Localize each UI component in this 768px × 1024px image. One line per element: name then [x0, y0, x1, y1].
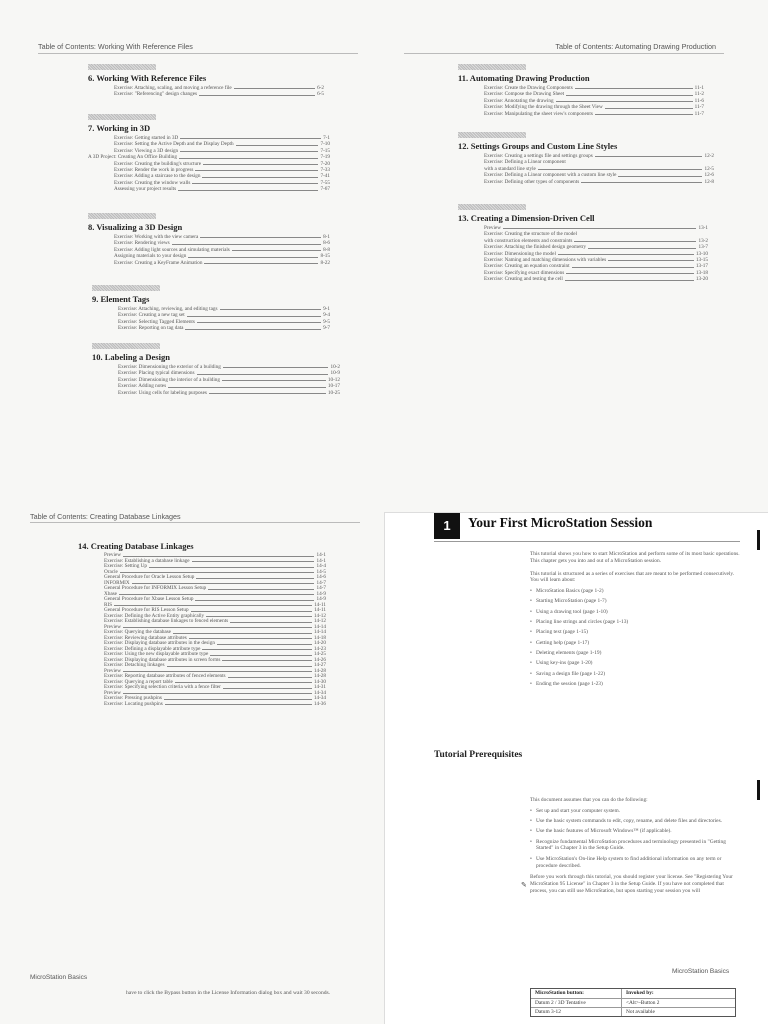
toc-entry-text: Assigning materials to your design	[114, 253, 187, 260]
toc-leader	[575, 85, 693, 89]
toc-page-number: 13-15	[695, 257, 708, 264]
toc-entry-text: Exercise: Render the work in progress	[114, 167, 194, 174]
toc-entry-text: Exercise: Placing typical dimensions	[118, 370, 195, 377]
toc-leader	[172, 240, 321, 244]
toc-entry-text: with construction elements and constraints	[484, 237, 573, 244]
toc-entry-text: Exercise: Displaying database attributes in the design	[104, 640, 215, 646]
toc-entry-text: Exercise: Working with the view camera	[114, 234, 199, 240]
toc-entry-text: Exercise: Compose the Drawing Sheet	[484, 91, 565, 98]
intro-paragraph: This tutorial shows you how to start MicroStation and perform some of its most basic operations. This chapter gets you into and out of a MicroStation session.	[530, 551, 740, 564]
toc-page-number: 14-9	[316, 596, 326, 602]
toc-section	[458, 204, 708, 283]
toc-page-number: 14-14	[313, 623, 326, 630]
running-header: Table of Contents: Creating Database Linkages	[30, 512, 181, 521]
toc-page-number: 7-15	[320, 147, 330, 154]
bullet-item: • Using key-ins (page 1-20)	[530, 660, 740, 667]
toc-entry-text: Exercise: Annotating the drawing	[484, 97, 554, 104]
toc-page-number: 7-33	[320, 167, 330, 174]
toc-page-number: 14-4	[316, 563, 326, 569]
toc-page-number: 10-17	[327, 383, 340, 390]
continued-text: have to click the Bypass button in the License Information dialog box and wait 30 seconds.	[126, 990, 331, 996]
toc-leader	[210, 652, 312, 656]
header-rule	[30, 522, 360, 523]
toc-section-14	[78, 541, 326, 707]
toc-leader	[149, 564, 315, 568]
toc-page-number: 8-6	[323, 240, 330, 247]
table-row	[531, 998, 735, 1007]
toc-page-number: 14-7	[316, 585, 326, 591]
chapter-rule	[434, 541, 740, 542]
toc-entry-text: Assessing your project results	[114, 186, 177, 193]
toc-entry-text: Exercise: Using cells for labeling purposes	[118, 389, 207, 396]
toc-entry	[92, 325, 330, 331]
toc-section	[88, 213, 330, 266]
toc-leader	[197, 370, 329, 374]
toc-entry-text: Exercise: Detaching linkages	[104, 662, 165, 668]
toc-leader	[236, 141, 319, 145]
toc-page-number: 14-11	[314, 607, 326, 613]
toc-leader	[223, 685, 312, 689]
bullet-item: • Deleting elements (page 1-19)	[530, 650, 740, 657]
toc-leader	[199, 91, 315, 95]
toc-entry-text: Exercise: Setting the Active Depth and the Display Depth	[114, 141, 234, 148]
toc-page-number: 7-41	[320, 173, 330, 180]
toc-leader	[595, 111, 693, 115]
toc-page-number: 14-1	[316, 557, 326, 564]
toc-entry	[78, 702, 326, 708]
topic-list	[530, 588, 740, 687]
toc-entry-text: Exercise: Pressing pushpins	[104, 695, 162, 701]
running-header: Table of Contents: Automating Drawing Production	[555, 42, 716, 51]
toc-leader	[192, 559, 315, 563]
running-header: Table of Contents: Working With Reference Files	[38, 42, 193, 51]
section-title: 11. Automating Drawing Production	[458, 73, 590, 83]
toc-entry-text: Exercise: Creating a new tag set	[118, 312, 185, 319]
toc-page-number: 8-1	[323, 234, 330, 240]
section-title: 9. Element Tags	[92, 294, 150, 304]
bullet-item: • Placing text (page 1-15)	[530, 629, 740, 636]
toc-leader	[165, 702, 312, 706]
toc-page-number: 13-1	[698, 225, 708, 231]
toc-entry-text: INFORMIX	[104, 579, 130, 586]
toc-page-number: 9-4	[323, 312, 330, 319]
toc-page-number: 8-22	[320, 259, 330, 266]
toc-leader	[618, 172, 702, 176]
toc-page-number: 13-2	[698, 237, 708, 244]
toc-page-number: 14-30	[313, 678, 326, 685]
toc-entry-text: Exercise: Adding notes	[118, 383, 167, 390]
toc-page-number: 14-23	[313, 645, 326, 652]
toc-leader	[189, 636, 312, 640]
toc-leader	[230, 619, 312, 623]
toc-page-number: 9-5	[323, 318, 330, 325]
toc-leader	[234, 85, 315, 89]
toc-entry-text: Exercise: Establishing database linkages to fenced elements	[104, 618, 229, 624]
intro-paragraph-2: This tutorial is structured as a series of exercises that are meant to be performed consecutively. You will learn about:	[530, 570, 735, 584]
toc-entry-text: Exercise: "Referencing" design changes	[114, 91, 198, 98]
toc-leader	[558, 251, 694, 255]
prereq-intro: This document assumes that you can do the following:	[530, 797, 648, 803]
toc-leader	[581, 179, 702, 183]
toc-leader	[192, 180, 318, 184]
toc-page-number: 11-2	[694, 91, 704, 98]
section-shade-bar	[88, 64, 156, 70]
toc-entry	[88, 260, 330, 266]
toc-page-number: 8-8	[323, 246, 330, 253]
toc-entry-text: Exercise: Setting Up	[104, 563, 147, 569]
toc-entry-text: Exercise: Defining a displayable attribute type	[104, 645, 201, 652]
page-footer: MicroStation Basics	[672, 968, 730, 975]
license-note: Before you work through this tutorial, you should register your license. See "Registering Your MicroStation 95 License" in Chapter 3 in the Setup Guide. If you have not completed that process, you can still use MicroStation, but upon starting your session you will	[530, 874, 733, 894]
toc-entry-text: Exercise: Create the Drawing Components	[484, 85, 573, 91]
table-cell: Datum 2 / 3D Tentative	[531, 999, 622, 1007]
section-title: 12. Settings Groups and Custom Line Styles	[458, 141, 618, 151]
toc-entry-text: Preview	[104, 552, 121, 558]
toc-entry-text: Exercise: Attaching the finished design geometry	[484, 244, 587, 251]
toc-entry	[458, 276, 708, 282]
toc-leader	[208, 586, 314, 590]
toc-leader	[185, 325, 321, 329]
toc-entry-text: Exercise: Using the new displayable attribute type	[104, 651, 209, 657]
toc-page-number: 13-17	[695, 263, 708, 270]
bullet-item: • Use MicroStation's On-line Help system to find additional information on any term or procedure described.	[530, 856, 740, 870]
toc-entry-text: RIS	[104, 601, 113, 608]
toc-leader	[180, 135, 321, 139]
chapter-intro	[530, 551, 740, 691]
toc-entry-text: Exercise: Defining other types of components	[484, 178, 580, 185]
toc-leader	[232, 247, 321, 251]
toc-leader	[572, 263, 694, 267]
toc-page-number: 10-12	[327, 376, 340, 383]
toc-page-number: 7-19	[320, 154, 330, 161]
toc-leader	[187, 312, 321, 316]
toc-entry	[88, 186, 330, 192]
toc-entry-text: Exercise: Attaching, reviewing, and editing tags	[118, 306, 218, 312]
margin-marker	[757, 530, 760, 550]
toc-leader	[123, 553, 314, 557]
toc-entry-text: Exercise: Modifying the drawing through the Sheet View	[484, 104, 603, 111]
toc-entry-text: with a standard line style	[484, 165, 536, 172]
toc-page-number: 9-1	[323, 306, 330, 312]
toc-entry-text: Exercise: Querying a report table	[104, 678, 173, 685]
toc-leader	[222, 658, 311, 662]
toc-page-number: 12-6	[704, 172, 714, 179]
header-rule	[404, 53, 724, 54]
toc-section	[88, 64, 324, 98]
toc-leader	[188, 253, 318, 257]
toc-leader	[605, 104, 693, 108]
toc-leader	[203, 161, 318, 165]
toc-entry-text: Exercise: Reporting database attributes of fenced elements	[104, 673, 226, 679]
toc-entry-text: Exercise: Selecting Tagged Elements	[118, 318, 195, 325]
toc-page-number: 14-36	[313, 700, 326, 707]
toc-entry-text: Exercise: Creating a KeyFrame Animation	[114, 259, 203, 266]
toc-entry-text: Exercise: Creating the building's structure	[114, 160, 202, 167]
button-table	[530, 988, 736, 1017]
table-cell: <Alt>-Button 2	[626, 1000, 660, 1006]
note-pencil-icon: ✎	[521, 881, 527, 889]
bullet-item: • MicroStation Basics (page 1-2)	[530, 588, 740, 595]
toc-page-number: 14-20	[313, 640, 326, 646]
toc-entry-text: General Procedure for RIS Lesson Setup	[104, 607, 189, 613]
toc-page-number: 14-28	[313, 667, 326, 674]
toc-section	[92, 285, 330, 332]
toc-page-number: 10-2	[330, 364, 340, 370]
toc-page-automating-drawing	[384, 0, 768, 512]
bullet-item: • Use the basic features of Microsoft Windows™ (if applicable).	[530, 828, 740, 835]
bullet-item: • Getting help (page 1-17)	[530, 640, 740, 647]
toc-section	[92, 343, 340, 396]
section-shade-bar	[458, 204, 526, 210]
toc-page-number: 14-31	[313, 684, 326, 690]
toc-section	[458, 64, 704, 117]
toc-page-number: 7-67	[320, 186, 330, 193]
toc-leader	[196, 575, 314, 579]
bullet-item: • Set up and start your computer system.	[530, 808, 740, 815]
section-shade-bar	[458, 64, 526, 70]
toc-leader	[173, 630, 312, 634]
toc-entry-text: Exercise: Displaying database attributes in screen forms	[104, 656, 221, 663]
table-header-row	[531, 989, 735, 998]
toc-leader	[164, 696, 312, 700]
prerequisites-body	[530, 797, 740, 899]
table-header-cell: Invoked by:	[626, 990, 654, 996]
page-footer: MicroStation Basics	[30, 974, 88, 981]
toc-page-number: 13-18	[695, 269, 708, 276]
prereq-list	[530, 808, 740, 870]
header-rule	[38, 53, 358, 54]
toc-page-number: 10-25	[327, 389, 340, 396]
toc-page-number: 11-6	[694, 97, 704, 104]
toc-entry-text: Preview	[484, 225, 501, 231]
toc-entry-text: Preview	[104, 623, 121, 630]
toc-entry-text: Exercise: Attaching, scaling, and moving a reference file	[114, 85, 232, 91]
toc-entry-text: Exercise: Specifying selection criteria with a fence filter	[104, 684, 221, 690]
toc-leader	[220, 306, 322, 310]
table-cell: Datum 3-12	[531, 1008, 622, 1016]
toc-section	[88, 114, 330, 193]
toc-entry-text: Exercise: Rendering views	[114, 240, 170, 247]
toc-page-number: 6-5	[317, 91, 324, 98]
toc-entry-text: Exercise: Adding light sources and simulating materials	[114, 246, 230, 253]
bullet-item: • Starting MicroStation (page 1-7)	[530, 598, 740, 605]
toc-page-number: 9-7	[323, 325, 330, 332]
toc-entry	[88, 91, 324, 97]
toc-page-number: 12-2	[704, 153, 714, 159]
toc-page-number: 8-15	[320, 253, 330, 260]
toc-leader	[202, 173, 318, 177]
toc-page-number: 13-7	[698, 244, 708, 251]
section-shade-bar	[458, 132, 526, 138]
bullet-item: • Placing line strings and circles (page 1-13)	[530, 619, 740, 626]
table-header-cell: MicroStation button:	[531, 989, 622, 998]
toc-entry-text: Exercise: Viewing a 3D design	[114, 147, 179, 154]
toc-entry-text: A 3D Project: Creating An Office Building	[88, 154, 177, 161]
toc-page-database-linkages	[0, 512, 384, 1024]
toc-entry-text: General Procedure for INFORMIX Lesson Setup	[104, 585, 207, 591]
toc-entry-text: Exercise: Creating the window walls	[114, 179, 191, 186]
toc-page-number: 14-9	[316, 590, 326, 597]
toc-page-reference-files	[0, 0, 384, 512]
toc-leader	[123, 669, 312, 673]
toc-entry-text: General Procedure for Oracle Lesson Setup	[104, 574, 195, 580]
toc-entry-text: Exercise: Dimensioning the model	[484, 250, 556, 257]
toc-leader	[566, 91, 693, 95]
bullet-item: • Recognize fundamental MicroStation procedures and terminology presented in "Getting Started" in Chapter 3 in the Setup Guide.	[530, 839, 740, 853]
toc-page-number: 11-1	[694, 85, 704, 91]
toc-entry	[458, 179, 714, 185]
toc-page-number: 12-5	[704, 165, 714, 172]
toc-leader	[556, 98, 693, 102]
toc-page-number: 14-28	[313, 673, 326, 679]
toc-leader	[123, 625, 312, 629]
toc-leader	[179, 154, 319, 158]
toc-leader	[565, 276, 694, 280]
toc-leader	[206, 614, 312, 618]
table-cell: Not available	[626, 1009, 655, 1015]
toc-page-number: 6-2	[317, 85, 324, 91]
section-shade-bar	[92, 285, 160, 291]
toc-entry-text: Exercise: Adding a staircase to the design	[114, 173, 201, 180]
toc-page-number: 14-27	[313, 662, 326, 668]
toc-entry-text: Exercise: Reporting on tag data	[118, 325, 184, 332]
toc-leader	[132, 581, 315, 585]
toc-leader	[195, 597, 314, 601]
toc-leader	[167, 663, 312, 667]
section-title: 6. Working With Reference Files	[88, 73, 207, 83]
section-shade-bar	[88, 114, 156, 120]
toc-page-number: 14-11	[314, 601, 326, 608]
bullet-item: • Ending the session (page 1-23)	[530, 681, 740, 688]
toc-entry-text: Exercise: Creating an equation constraint	[484, 263, 570, 270]
toc-page-number: 14-25	[313, 651, 326, 657]
toc-leader	[200, 234, 321, 238]
chapter-number-box: 1	[434, 513, 460, 539]
toc-page-number: 14-14	[313, 629, 326, 635]
toc-entry-text: Exercise: Establishing a database linkage	[104, 557, 190, 564]
bullet-item: • Using a drawing tool (page 1-10)	[530, 609, 740, 616]
toc-leader	[566, 270, 694, 274]
toc-leader	[195, 167, 318, 171]
toc-leader	[120, 570, 315, 574]
toc-entry-text: General Procedure for Xbase Lesson Setup	[104, 596, 194, 602]
toc-leader	[180, 148, 318, 152]
toc-page-number: 7-20	[320, 160, 330, 167]
bullet-item: • Use the basic system commands to edit, copy, rename, and delete files and directories.	[530, 818, 740, 825]
toc-page-number: 14-26	[313, 656, 326, 663]
toc-entry-text: Exercise: Querying the database	[104, 629, 171, 635]
toc-page-number: 12-8	[704, 178, 714, 185]
toc-leader	[538, 166, 703, 170]
toc-entry-text: Exercise: Dimensioning the interior of a building	[118, 376, 220, 383]
toc-page-number: 11-7	[694, 110, 704, 117]
toc-entry-text: Exercise: Creating the structure of the model	[484, 231, 578, 238]
toc-entry-text: Oracle	[104, 568, 118, 575]
section-title: 7. Working in 3D	[88, 123, 151, 133]
toc-page-number: 13-20	[695, 276, 708, 283]
toc-leader	[168, 383, 326, 387]
toc-entry-text: Exercise: Manipulating the sheet view's components	[484, 110, 593, 117]
toc-entry-text: Exercise: Defining a Linear component	[484, 159, 566, 166]
toc-entry-text: Exercise: Defining the Active Entity graphically	[104, 612, 205, 619]
toc-page-number: 14-12	[313, 612, 326, 619]
toc-entry	[458, 111, 704, 117]
toc-leader	[222, 377, 326, 381]
toc-entry-text: Exercise: Specifying exact dimensions	[484, 269, 565, 276]
toc-leader	[217, 641, 312, 645]
toc-entry-text: Preview	[104, 667, 121, 674]
toc-leader	[114, 603, 312, 607]
toc-entry-text: Exercise: Naming and matching dimensions with variables	[484, 257, 607, 264]
toc-page-number: 14-12	[313, 618, 326, 624]
toc-page-number: 10-9	[330, 370, 340, 377]
chapter-title: Your First MicroStation Session	[468, 515, 653, 530]
toc-leader	[503, 225, 696, 229]
toc-entry-text: Exercise: Defining a Linear component with a custom line style	[484, 172, 617, 179]
toc-page-number: 7-10	[320, 141, 330, 148]
toc-entry-text: Xbase	[104, 590, 117, 597]
toc-page-number: 13-10	[695, 250, 708, 257]
toc-leader	[119, 592, 315, 596]
toc-page-number: 14-5	[316, 568, 326, 575]
section-title: 10. Labeling a Design	[92, 352, 170, 362]
toc-leader	[595, 153, 703, 157]
toc-section	[458, 132, 714, 185]
section-shade-bar	[88, 213, 156, 219]
toc-leader	[204, 260, 318, 264]
toc-leader	[202, 647, 312, 651]
toc-leader	[608, 257, 694, 261]
toc-entry-text: Preview	[104, 689, 121, 696]
toc-entry-text: Exercise: Reviewing database attributes	[104, 634, 187, 641]
toc-leader	[191, 608, 313, 612]
toc-entry-text: Exercise: Dimensioning the exterior of a building	[118, 364, 221, 370]
toc-entry-text: Exercise: Creating a settings file and settings groups	[484, 153, 593, 159]
section-title: 8. Visualizing a 3D Design	[88, 222, 183, 232]
toc-page-number: 14-1	[316, 552, 326, 558]
toc-entry-text: Exercise: Getting started in 3D	[114, 135, 179, 141]
toc-entry	[92, 390, 340, 396]
toc-page-number: 14-34	[313, 695, 326, 701]
toc-entry-text: Exercise: Locating pushpins	[104, 700, 163, 707]
toc-leader	[228, 674, 312, 678]
toc-page-number: 14-6	[316, 574, 326, 580]
margin-marker	[757, 780, 760, 800]
toc-leader	[223, 364, 329, 368]
toc-page-number: 7-1	[323, 135, 330, 141]
toc-leader	[178, 186, 318, 190]
toc-leader	[123, 691, 312, 695]
toc-entry-text: Exercise: Creating and testing the cell	[484, 276, 563, 283]
toc-page-number: 7-55	[320, 179, 330, 186]
section-title: 13. Creating a Dimension-Driven Cell	[458, 213, 595, 223]
toc-page-number: 14-7	[316, 579, 326, 586]
toc-leader	[197, 319, 321, 323]
toc-leader	[209, 390, 326, 394]
toc-page-number: 11-7	[694, 104, 704, 111]
section-title: 14. Creating Database Linkages	[78, 541, 194, 551]
toc-page-number: 14-34	[313, 689, 326, 696]
bullet-item: • Saving a design file (page 1-22)	[530, 671, 740, 678]
section-shade-bar	[92, 343, 160, 349]
toc-leader	[574, 238, 696, 242]
table-row	[531, 1007, 735, 1016]
prerequisites-heading: Tutorial Prerequisites	[434, 750, 523, 760]
toc-leader	[588, 244, 696, 248]
toc-page-number: 14-18	[313, 634, 326, 641]
toc-leader	[175, 680, 312, 684]
